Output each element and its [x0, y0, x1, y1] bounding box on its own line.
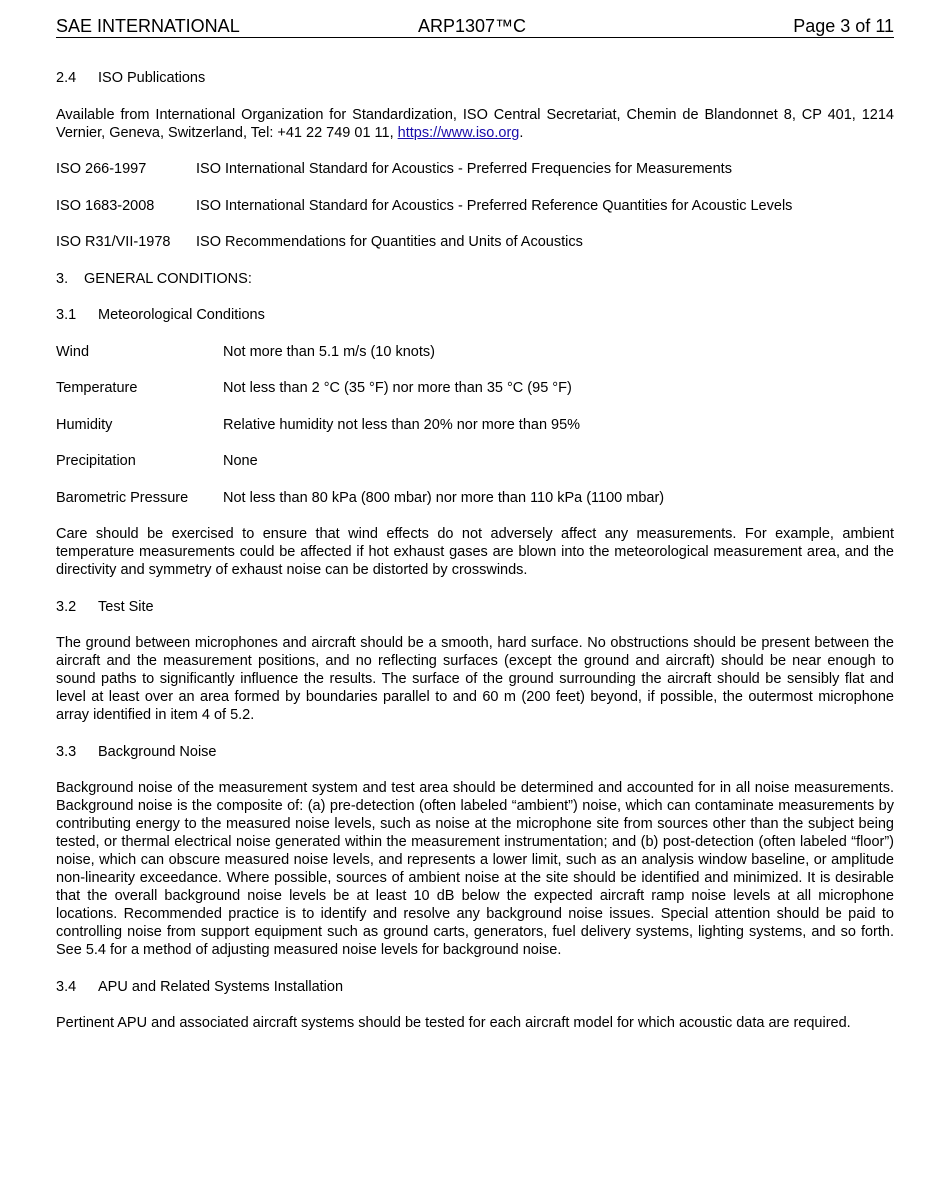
- iso-reference-code: ISO 1683-2008: [56, 197, 155, 214]
- section-heading-3-3: 3.3 Background Noise: [56, 743, 217, 760]
- page-header: [56, 15, 894, 38]
- condition-value: Not less than 2 °C (35 °F) nor more than 35 °C (95 °F): [223, 380, 572, 396]
- iso-reference-title: ISO International Standard for Acoustics - Preferred Reference Quantities for Acoustic Levels: [196, 197, 793, 214]
- iso-reference-row: [56, 160, 894, 178]
- header-doc-number: ARP1307™C: [418, 16, 527, 36]
- condition-name: Precipitation: [56, 453, 136, 469]
- condition-value: None: [223, 453, 258, 469]
- iso-reference-row: [56, 233, 894, 251]
- header-org: SAE INTERNATIONAL: [56, 16, 240, 36]
- iso-reference-code: ISO 266-1997: [56, 161, 147, 177]
- iso-reference-code: ISO R31/VII-1978: [56, 234, 171, 250]
- iso-reference-row: [56, 197, 894, 215]
- condition-name: Humidity: [56, 416, 113, 433]
- header-page-number: Page 3 of 11: [793, 16, 894, 36]
- background-noise-paragraph: Background noise of the measurement system and test area should be determined and accounted for in all noise measurements. Background noise is the composite of: (a) pre-detection (often labeled “ambient”) noise, which can contaminate measurements by contributing energy to the measured noise levels, such as noise at the microphone site from sources other than the subject being tested, or thermal electrical noise generated within the measurement instrumentation; and (b) post-detection (often labeled “floor”) noise, which can obscure measured noise levels, and represents a lower limit, such as an analysis window baseline, or amplitude non-linearity exceedance. Where possible, sources of ambient noise at the site should be identified and minimized. It is desirable that the overall background noise levels be at least 10 dB below the expected aircraft ramp noise levels at all microphone locations. Recommended practice is to identify and resolve any background noise issues. Special attention should be paid to controlling noise from support equipment such as ground carts, generators, fuel delivery systems, lighting systems, and so forth. See 5.4 for a method of adjusting measured noise levels for background noise.: [56, 780, 894, 958]
- section-heading-3-2: 3.2 Test Site: [56, 598, 154, 615]
- iso-availability-paragraph: Available from International Organization for Standardization, ISO Central Secretariat, Chemin de Blandonnet 8, CP 401, 1214 Vernier, Geneva, Switzerland, Tel: +41 22 749 01 11, https://www.iso.org.: [56, 106, 894, 141]
- condition-value: Relative humidity not less than 20% nor more than 95%: [223, 416, 581, 433]
- test-site-paragraph: The ground between microphones and aircraft should be a smooth, hard surface. No obstructions should be present between the aircraft and the measurement positions, and no reflecting surfaces (except the ground and aircraft) should be near enough to sound paths to significantly influence the results. The surface of the ground surrounding the aircraft should be sensibly flat and level at least over an area formed by boundaries parallel to and 60 m (200 feet) beyond, if possible, the outermost microphone array identified in item 4 of 5.2.: [56, 635, 894, 723]
- condition-value: Not less than 80 kPa (800 mbar) nor more than 110 kPa (1100 mbar): [223, 489, 665, 506]
- iso-website-link[interactable]: https://www.iso.org: [397, 124, 520, 141]
- section-heading-3-4: 3.4 APU and Related Systems Installation: [56, 978, 344, 995]
- condition-value: Not more than 5.1 m/s (10 knots): [223, 343, 435, 360]
- section-heading-3-1: 3.1 Meteorological Conditions: [56, 307, 265, 323]
- condition-name: Temperature: [56, 380, 138, 396]
- iso-reference-title: ISO International Standard for Acoustics - Preferred Frequencies for Measurements: [196, 161, 732, 177]
- condition-row-temperature: [56, 379, 894, 397]
- condition-row-precipitation: [56, 452, 894, 470]
- section-heading-2-4: 2.4 ISO Publications: [56, 70, 206, 86]
- condition-row-barometric-pressure: [56, 489, 894, 507]
- document-body: [56, 69, 894, 1051]
- condition-name: Wind: [56, 343, 90, 360]
- iso-reference-title: ISO Recommendations for Quantities and Units of Acoustics: [196, 234, 583, 250]
- meteorological-paragraph: Care should be exercised to ensure that wind effects do not adversely affect any measurements. For example, ambient temperature measurements could be affected if hot exhaust gases are blown into the meteorological measurement area, and the directivity and symmetry of exhaust noise can be distorted by crosswinds.: [56, 526, 894, 578]
- section-heading-3: 3. GENERAL CONDITIONS:: [56, 270, 252, 287]
- condition-row-wind: [56, 343, 894, 361]
- apu-paragraph: Pertinent APU and associated aircraft systems should be tested for each aircraft model for which acoustic data are required.: [56, 1015, 851, 1031]
- condition-row-humidity: [56, 416, 894, 434]
- condition-name: Barometric Pressure: [56, 489, 189, 506]
